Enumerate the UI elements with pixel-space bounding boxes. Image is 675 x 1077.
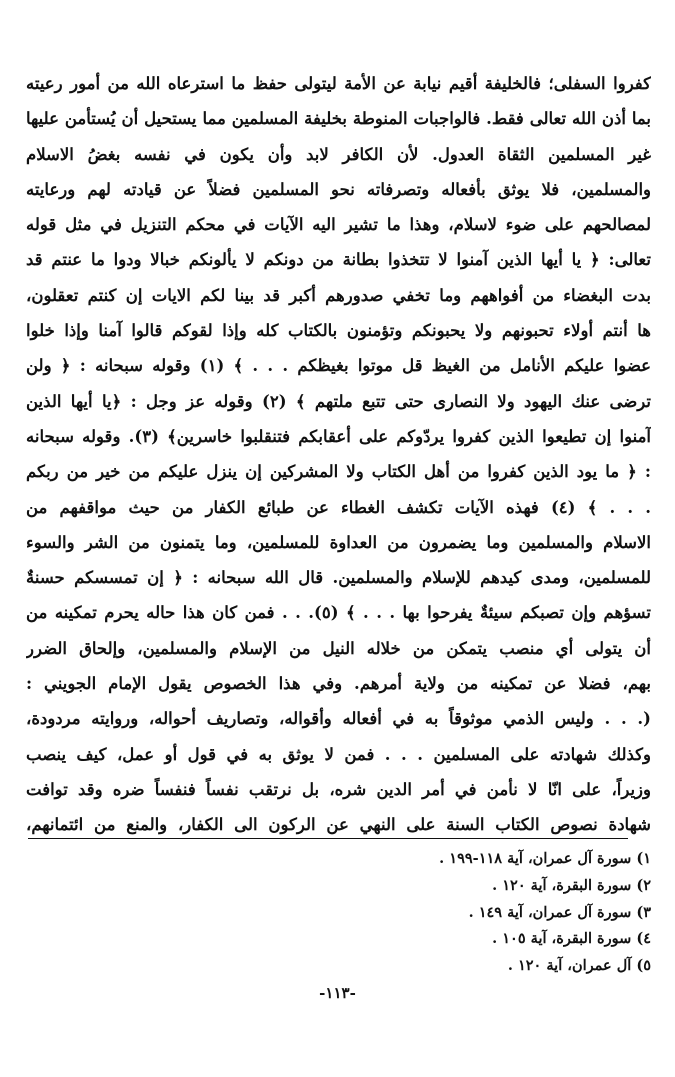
text-line: والمسلمين، فلا يوثق بأفعاله وتصرفاته نحو المسلمين فضلاً عن قيادته لهم ورعايته (26, 179, 651, 199)
footnote-divider (28, 838, 628, 839)
page-number: -١١٣- (319, 984, 356, 1002)
text-line: بما أذن الله تعالى فقط. فالواجبات المنوطة بخليفة المسلمين مما يستحيل أن يُستأمن عليها (26, 109, 651, 129)
footnote-item: ٣) سورة آل عمران، آية ١٤٩ . (468, 903, 651, 921)
text-line: تعالى: ﴿ يا أيها الذين آمنوا لا تتخذوا بطانة من دونكم لا يألونكم خبالا ودوا ما عنتم قد (26, 250, 651, 270)
text-line: تسؤهم وإن تصبكم سيئةٌ يفرحوا بها . . . ﴾ (٥). . . فمن كان هذا حاله يحرم تمكينه من (26, 603, 651, 623)
text-line: عضوا عليكم الأنامل من الغيظ قل موتوا بغيظكم . . . ﴾ (١) وقوله سبحانه : ﴿ ولن (26, 356, 651, 376)
text-line: (. . . وليس الذمي موثوقاً به في أفعاله وأقواله، وتصاريف أحواله، وروايته مردودة، (26, 709, 651, 729)
text-line: غير المسلمين الثقاة العدول. لأن الكافر لابد وأن يكون في نفسه بغضُ الاسلام (26, 144, 651, 164)
footnotes (300, 846, 651, 980)
text-line: وكذلك شهادته على المسلمين . . . فمن لا يوثق به في قول أو عمل، كيف ينصب (26, 744, 651, 764)
text-line: بدت البغضاء من أفواههم وما تخفي صدورهم أكبر قد بينا لكم الايات إن كنتم تعقلون، (26, 285, 651, 305)
text-line: . . . ﴾ (٤) فهذه الآيات تكشف الغطاء عن طبائع الكفار من حيث مواقفهم من (26, 497, 651, 517)
text-line: : ﴿ ما يود الذين كفروا من أهل الكتاب ولا المشركين إن ينزل عليكم من خير من ربكم (26, 462, 651, 482)
text-line: وزيراً، على انّا لا نأمن في أمر الدين شره، بل نرتقب نفساً فنفساً ضره وقد توافت (26, 779, 651, 799)
text-line: الاسلام والمسلمين وما يضمرون من العداوة للمسلمين، وما يتمنون من الشر والسوء (26, 532, 651, 552)
text-line: للمسلمين، ومدى كيدهم للإسلام والمسلمين. قال الله سبحانه : ﴿ إن تمسسكم حسنةٌ (26, 568, 651, 588)
text-line: آمنوا إن تطيعوا الذين كفروا يردّوكم على أعقابكم فتنقلبوا خاسرين﴾ (٣). وقوله سبحانه (26, 426, 651, 446)
text-line: شهادة نصوص الكتاب السنة على النهي عن الركون الى الكفار، والمنع من ائتمانهم، (26, 815, 651, 835)
text-line: ها أنتم أولاء تحبونهم ولا يحبونكم وتؤمنون بالكتاب كله وإذا لقوكم قالوا آمنا وإذا خلوا (26, 321, 651, 341)
footnote-item: ٤) سورة البقرة، آية ١٠٥ . (492, 930, 651, 948)
text-line: بهم، فضلا عن تمكينه من ولاية أمرهم. وفي هذا الخصوص يقول الإمام الجويني : (26, 674, 651, 694)
text-line: لمصالحهم على ضوء لاسلام، وهذا ما تشير اليه الآيات في محكم التنزيل في مثل قوله (26, 215, 651, 235)
body-text (26, 66, 651, 843)
footnote-item: ٢) سورة البقرة، آية ١٢٠ . (492, 876, 651, 894)
footnote-item: ١) سورة آل عمران، آية ١١٨-١٩٩ . (439, 850, 651, 867)
text-line: أن يتولى أي منصب يتمكن من خلاله النيل من الإسلام والمسلمين، وإلحاق الضرر (26, 638, 651, 658)
footnote-item: ٥) آل عمران، آية ١٢٠ . (507, 957, 651, 975)
text-line: كفروا السفلى؛ فالخليفة أقيم نيابة عن الأمة ليتولى حفظ ما استرعاه الله من أمور رعيته (26, 74, 651, 93)
text-line: ترضى عنك اليهود ولا النصارى حتى تتبع ملتهم ﴾ (٢) وقوله عز وجل : ﴿يا أيها الذين (26, 391, 651, 411)
